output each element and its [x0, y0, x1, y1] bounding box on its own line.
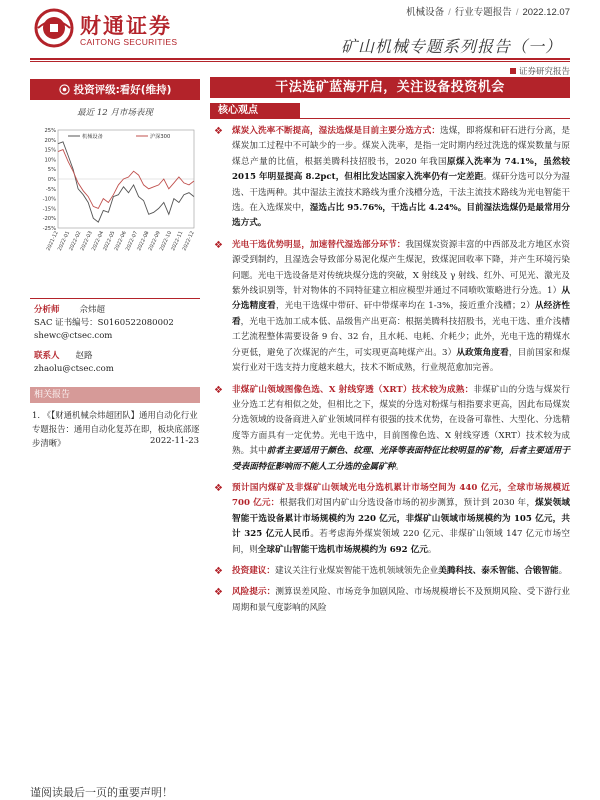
- core-view-item: [214, 585, 570, 616]
- report-title: 干法选矿蓝海开启，关注设备投资机会: [210, 77, 570, 98]
- core-view-item: [214, 481, 570, 558]
- x-tick-label: 2022-07: [124, 230, 140, 252]
- bullet-text-segment: 我国煤炭资源丰富的中西部及北方地区水资源受到制约，且湿选会导致部分易泥化煤产生煤泥，致煤泥回收率下降，并产生环境污染问题。光电干选设备是对传统块煤分选的突破，X 射线及 γ 射线、红外、可见光、激光及紫外线识别等，针对物体的不同特征建立相应模型并通过不同喷吹策略进行分选。1）: [232, 239, 570, 297]
- rating-text: 投资评级:看好(维持): [73, 84, 172, 96]
- y-tick-label: 0%: [47, 177, 56, 183]
- bullet-text-segment: 前者主要适用于颜色、纹理、光泽等表面特征比较明显的矿物，后者主要适用于受表面特征影响而不能人工分选的金属矿种: [232, 446, 570, 472]
- bullet-text-segment: 。: [427, 544, 437, 555]
- x-tick-label: 2022-02: [68, 230, 83, 252]
- bullet-text-segment: 非煤矿山领域图像色选、X 射线穿透（XRT）技术较为成熟：: [232, 384, 474, 395]
- related-report-date: 2022-11-23: [150, 436, 200, 446]
- report-meta: 机械设备 / 行业专题报告 / 2022.12.07: [406, 7, 570, 18]
- related-reports-heading: 相关报告: [30, 387, 200, 403]
- market-performance-chart: [32, 124, 200, 272]
- bullet-text-segment: 风险提示：: [232, 587, 276, 598]
- bullet-text-segment: 预计国内煤矿及非煤矿山领域光电分选机累计市场空间为 440 亿元，全球市场规模近 700 亿元：: [232, 482, 570, 509]
- bullet-text-segment: 原煤入洗率为 74.1%，虽然较 2015 年明显提高 8.2pct，但相比发达国家入洗率仍有一定差距: [232, 156, 570, 183]
- core-view-divider: [210, 118, 570, 119]
- bullet-text-segment: ，光电干选加工成本低、品级售产出更高：根据美腾科技招股书，光电干选、重介浅槽工艺流程整体需要设备 9 台、32 台，且水耗、电耗、介耗少；此外，光电干选的精煤水分更低，避免了次煤泥的产生，可实现更高吨煤产出。3）: [232, 316, 570, 358]
- diamond-bullet-icon: ❖: [214, 239, 223, 251]
- y-tick-label: 20%: [44, 137, 56, 144]
- y-tick-label: -10%: [42, 196, 56, 203]
- bullet-text-segment: 测算误差风险、市场竞争加剧风险、市场规模增长不及预期风险、受下游行业周期和景气度影响的风险: [232, 587, 570, 613]
- bullet-text-segment: 全球矿山智能干选机市场规模约为 692 亿元: [257, 544, 428, 555]
- bullet-text-segment: 光电干选优势明显，加速替代湿选部分环节：: [232, 239, 406, 250]
- core-view-item: [214, 383, 570, 475]
- rating-badge-icon: [59, 84, 70, 95]
- core-view-list: [214, 124, 570, 622]
- diamond-bullet-icon: ❖: [214, 126, 223, 137]
- bullet-text-segment: 投资建议：: [232, 565, 275, 576]
- square-bullet-icon: [510, 68, 516, 74]
- x-tick-label: 2022-12: [181, 230, 196, 252]
- y-tick-label: -25%: [42, 226, 56, 232]
- bullet-text-segment: 湿选占比 95.76%，干选占比 4.24%。目前湿法选煤仍是最常用分选方式。: [232, 203, 570, 229]
- x-tick-label: 2022-08: [136, 230, 151, 252]
- report-date: 2022.12.07: [522, 7, 570, 18]
- report-industry: 机械设备: [406, 7, 445, 18]
- bullet-text-segment: 从政策角度看: [456, 347, 509, 358]
- analyst-divider: [30, 298, 200, 299]
- y-tick-label: -20%: [42, 216, 56, 223]
- brand-logo: [34, 8, 182, 50]
- contact-name: 赵路: [75, 351, 93, 361]
- bullet-text-segment: 建议关注行业煤炭智能干选机领域领先企业: [274, 565, 439, 576]
- bullet-text-segment: 煤炭领域智能干选设备累计市场规模约为 220 亿元，非煤矿山领域市场规模约为 105 亿元，共计 325 亿元人民币: [232, 498, 570, 540]
- bullet-text-segment: 从分选精度看: [232, 286, 570, 312]
- x-tick-label: 2022-04: [90, 230, 106, 252]
- y-tick-label: 10%: [44, 157, 56, 164]
- chart-caption: 最近 12 月市场表现: [77, 108, 153, 118]
- bullet-text-segment: 。煤矸分选可以分为湿选、干选两种。其中湿法主流技术路线为重介浅槽分选，干法主流技术路线为光电智能干选。在入选煤炭中，: [232, 172, 570, 214]
- analyst-cert: SAC 证书编号：S0160522080002: [34, 318, 174, 328]
- x-tick-label: 2021-12: [45, 230, 60, 252]
- related-report-link[interactable]: 1. 《【财通机械佘炜超团队】通用自动化行业专题报告：通用自动化复苏在即，板块底部逐步清晰》: [32, 410, 200, 448]
- bullet-text-segment: 煤炭入洗率不断提高，湿法选煤是目前主要分选方式：: [232, 126, 441, 136]
- investment-rating: [30, 79, 200, 100]
- contact-email[interactable]: zhaolu@ctsec.com: [34, 364, 114, 374]
- diamond-bullet-icon: ❖: [214, 587, 223, 599]
- y-tick-label: 15%: [44, 147, 56, 154]
- footer-disclaimer: 谨阅读最后一页的重要声明！: [30, 786, 173, 799]
- diamond-bullet-icon: ❖: [214, 384, 223, 396]
- x-tick-label: 2022-06: [113, 230, 128, 252]
- brand-name-cn: 财通证券: [80, 14, 172, 38]
- contact-block: [34, 350, 200, 376]
- y-tick-label: 5%: [47, 167, 56, 174]
- header-divider-thin: [30, 61, 570, 62]
- caitong-logo-icon: [34, 8, 74, 48]
- bullet-text-segment: ，光电干选煤中带矸、矸中带煤率均在 1-3%，接近重介浅槽；2）: [275, 301, 536, 312]
- x-tick-label: 2022-11: [170, 230, 185, 252]
- x-tick-label: 2022-09: [147, 230, 162, 252]
- contact-label: 联系人: [34, 351, 60, 361]
- report-type: 行业专题报告: [454, 7, 512, 18]
- series-title: 矿山机械专题系列报告（一）: [340, 37, 562, 56]
- brand-name-en: CAITONG SECURITIES: [80, 37, 178, 47]
- diamond-bullet-icon: ❖: [214, 482, 223, 494]
- analyst-label: 分析师: [34, 305, 60, 315]
- research-tag-label: 证券研究报告: [518, 67, 570, 77]
- x-tick-label: 2022-03: [79, 230, 94, 252]
- bullet-text-segment: 美腾科技、泰禾智能、合锻智能: [438, 565, 559, 576]
- x-tick-label: 2022-10: [158, 230, 174, 252]
- series-line-machinery: [58, 142, 194, 222]
- analyst-email[interactable]: shewc@ctsec.com: [34, 331, 113, 341]
- bullet-text-segment: 。若考虑海外煤炭领域 220 亿元、非煤矿山领域 147 亿元市场空间，则: [232, 529, 570, 555]
- bullet-text-segment: ，目前国家和煤炭行业对干选支持力度越来越大，技术不断成熟，行业规范愈加完善。: [232, 347, 570, 374]
- x-tick-label: 2022-01: [56, 230, 72, 252]
- bullet-text-segment: 非煤矿山的分选与煤炭行业分选工艺有相似之处，但相比之下，煤炭的分选对粉煤与相指要求更高，因此布局煤炭分选领域的设备商进入矿业领域同样有很强的技术优势，在设备可靠性、大型化、分选精度等方面具有一定优势。光电干选中，目前图像色选、X 射线穿透（XRT）技术较为成熟。其中: [232, 384, 570, 457]
- research-tag: [510, 65, 570, 77]
- x-tick-label: 2022-05: [102, 230, 117, 252]
- core-view-item: [214, 124, 570, 232]
- header-divider: [30, 58, 570, 60]
- y-tick-label: -5%: [45, 186, 56, 193]
- y-tick-label: -15%: [42, 206, 56, 213]
- core-view-item: [214, 238, 570, 377]
- y-tick-label: 25%: [44, 128, 56, 134]
- analyst-name: 佘炜超: [79, 305, 106, 315]
- diamond-bullet-icon: ❖: [214, 565, 223, 577]
- bullet-text-segment: 从经济性看: [232, 301, 570, 327]
- analyst-block: [34, 304, 200, 343]
- bullet-text-segment: 。: [558, 565, 568, 576]
- bullet-text-segment: 。: [395, 461, 404, 472]
- bullet-text-segment: 选煤，即将煤和矸石进行分离，是煤炭加工过程中不可缺少的一步。煤炭入洗率，是指一定时期内经过洗选的煤炭数量与原煤总产量的比值，根据美腾科技招股书，2020 年我国: [232, 126, 570, 167]
- legend-label: 沪深300: [150, 134, 171, 140]
- bullet-text-segment: 根据我们对国内矿山分选设备市场的初步测算，预计到 2030 年，: [279, 498, 536, 509]
- core-view-heading: 核心观点: [210, 103, 300, 119]
- legend-label: 机械设备: [82, 134, 103, 140]
- core-view-item: [214, 564, 570, 579]
- performance-chart-svg: [32, 124, 200, 272]
